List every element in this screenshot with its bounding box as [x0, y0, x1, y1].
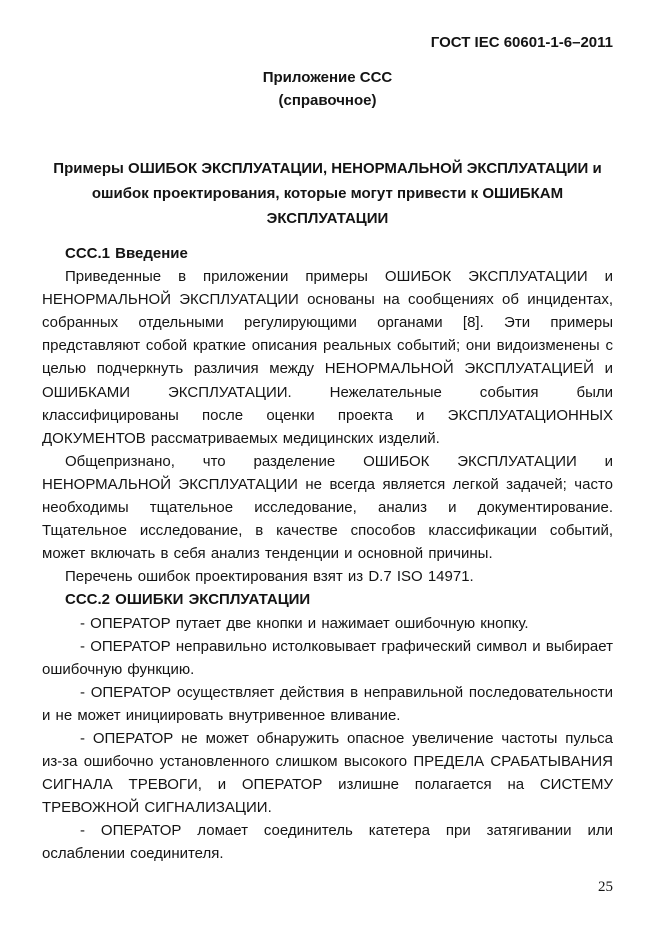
document-body	[42, 242, 613, 866]
page-title: Примеры ОШИБОК ЭКСПЛУАТАЦИИ, НЕНОРМАЛЬНОЙ ЭКСПЛУАТАЦИИ и ошибок проектирования, которые могут привести к ОШИБКАМ ЭКСПЛУАТАЦИИ	[53, 160, 602, 227]
section-heading-ccc1: ССС.1 Введение	[65, 245, 188, 262]
page-number: 25	[598, 879, 613, 895]
list-item-use-error-5: - ОПЕРАТОР ломает соединитель катетера при затягивании или ослаблении соединителя.	[42, 822, 613, 863]
annex-type: (справочное)	[278, 92, 377, 109]
paragraph-introduction-2: Общепризнано, что разделение ОШИБОК ЭКСПЛУАТАЦИИ и НЕНОРМАЛЬНОЙ ЭКСПЛУАТАЦИИ не всегда является легкой задачей; часто необходимы тщательное исследование, анализ и документирование. Тщательное исследование, в качестве способов классификации событий, может включать в себя анализ тенденции и основной причины.	[42, 452, 613, 563]
list-item-use-error-2: - ОПЕРАТОР неправильно истолковывает графический символ и выбирает ошибочную функцию.	[42, 637, 613, 678]
paragraph-introduction-1: Приведенные в приложении примеры ОШИБОК ЭКСПЛУАТАЦИИ и НЕНОРМАЛЬНОЙ ЭКСПЛУАТАЦИИ основаны на сообщениях об инцидентах, собранных отдельными регулирующими органами [8]. Эти примеры представляют собой краткие описания реальных событий; они видоизменены с целью подчеркнуть различия между НЕНОРМАЛЬНОЙ ЭКСПЛУАТАЦИЕЙ и ОШИБКАМИ ЭКСПЛУАТАЦИИ. Нежелательные события были классифицированы после оценки проекта и ЭКСПЛУАТАЦИОННЫХ ДОКУМЕНТОВ рассматриваемых медицинских изделий.	[42, 268, 613, 447]
list-item-use-error-4: - ОПЕРАТОР не может обнаружить опасное увеличение частоты пульса из-за ошибочно установленного слишком высокого ПРЕДЕЛА СРАБАТЫВАНИЯ СИГНАЛА ТРЕВОГИ, и ОПЕРАТОР излишне полагается на СИСТЕМУ ТРЕВОЖНОЙ СИГНАЛИЗАЦИИ.	[42, 729, 613, 817]
section-heading-ccc2: ССС.2 ОШИБКИ ЭКСПЛУАТАЦИИ	[65, 591, 311, 609]
standard-number: ГОСТ IEC 60601-1-6–2011	[430, 34, 613, 51]
list-item-use-error-1: - ОПЕРАТОР путает две кнопки и нажимает ошибочную кнопку.	[80, 614, 529, 632]
list-item-use-error-3: - ОПЕРАТОР осуществляет действия в неправильной последовательности и не может инициировать внутривенное вливание.	[42, 683, 613, 724]
paragraph-introduction-3: Перечень ошибок проектирования взят из D.7 ISO 14971.	[65, 568, 474, 586]
annex-label: Приложение ССС	[262, 69, 393, 86]
